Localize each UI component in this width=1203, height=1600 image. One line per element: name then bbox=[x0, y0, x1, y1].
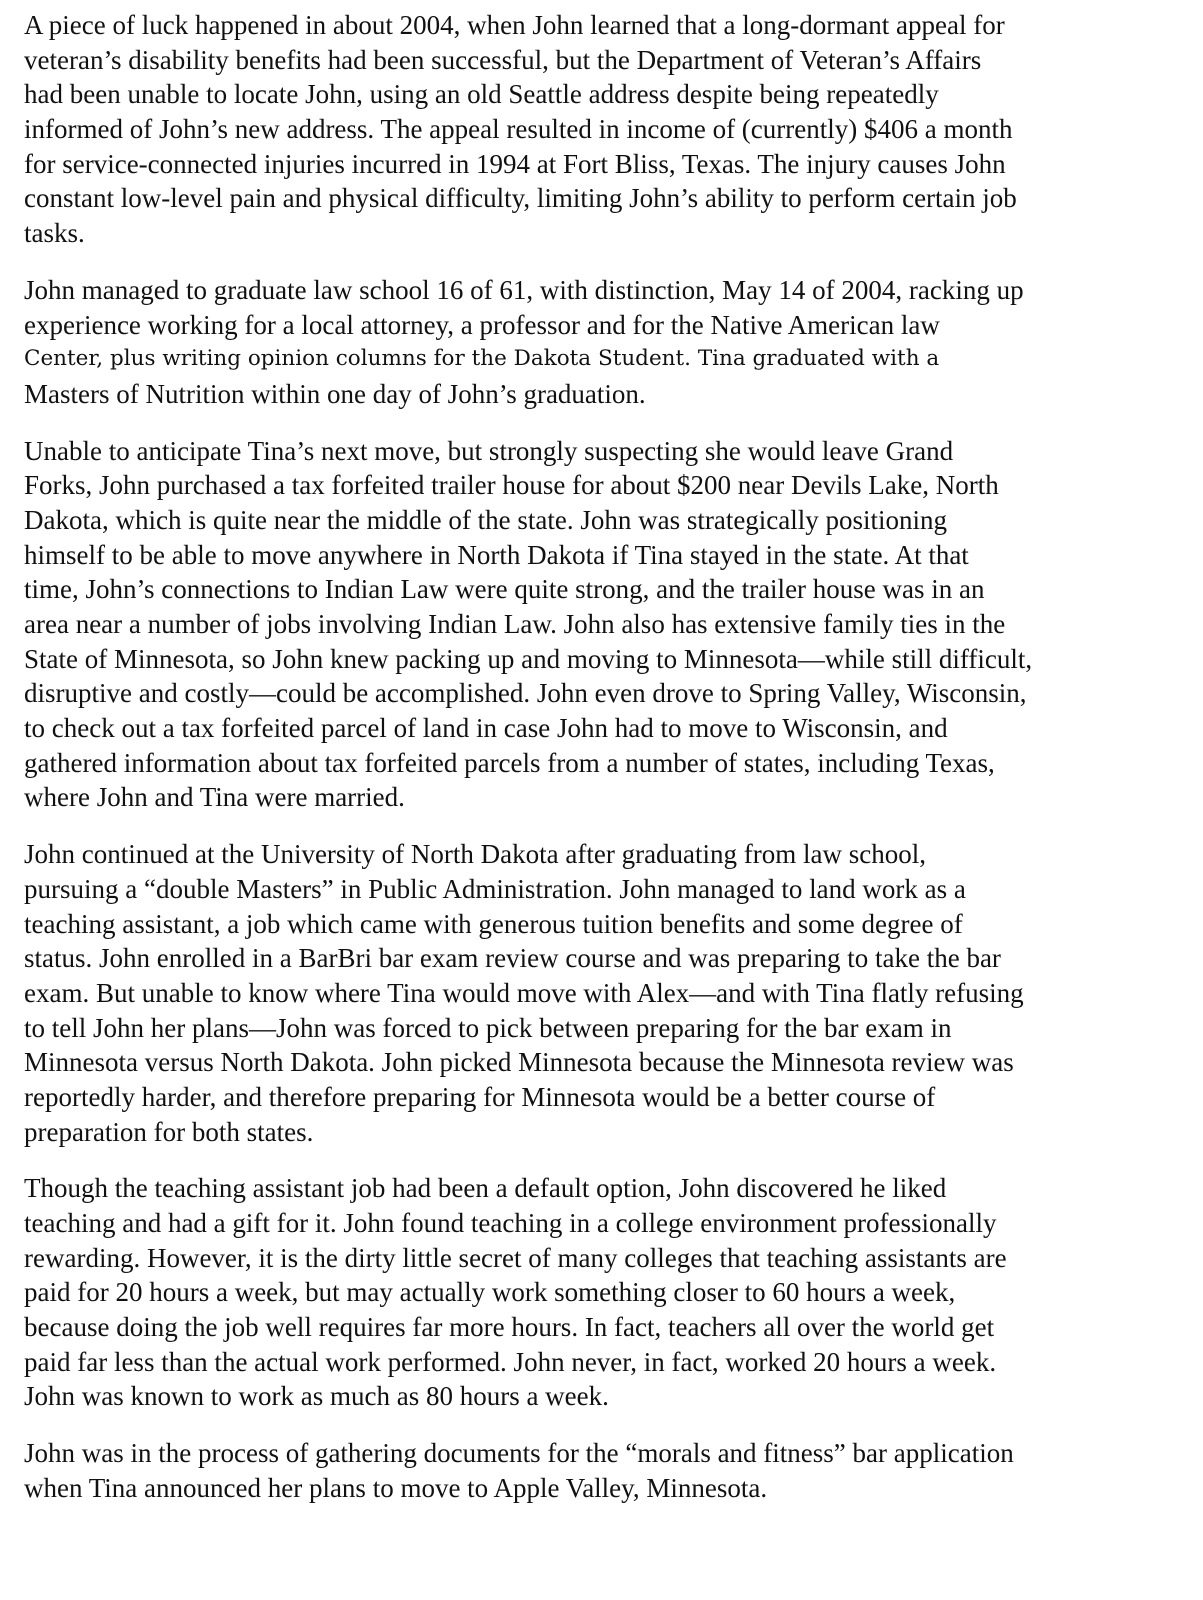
text-line: paid for 20 hours a week, but may actually work something closer to 60 hours a week, bbox=[24, 1277, 956, 1308]
text-line: himself to be able to move anywhere in North Dakota if Tina stayed in the state. At that bbox=[24, 539, 969, 570]
text-line: status. John enrolled in a BarBri bar exam review course and was preparing to take the bar bbox=[24, 943, 1001, 974]
paragraph bbox=[24, 1171, 1184, 1414]
text-line: State of Minnesota, so John knew packing up and moving to Minnesota—while still difficult, bbox=[24, 643, 1033, 674]
text-line: Center, plus writing opinion columns for the Dakota Student. Tina graduated with a bbox=[24, 346, 940, 372]
paragraph bbox=[24, 1436, 1184, 1505]
text-line: paid far less than the actual work performed. John never, in fact, worked 20 hours a week. bbox=[24, 1346, 997, 1377]
text-line: exam. But unable to know where Tina would move with Alex—and with Tina flatly refusing bbox=[24, 977, 1024, 1008]
document-page bbox=[24, 8, 1184, 1528]
text-line: when Tina announced her plans to move to Apple Valley, Minnesota. bbox=[24, 1472, 768, 1503]
text-line: John managed to graduate law school 16 of 61, with distinction, May 14 of 2004, racking up bbox=[24, 274, 1024, 305]
text-line: gathered information about tax forfeited parcels from a number of states, including Texas, bbox=[24, 747, 995, 778]
text-line: rewarding. However, it is the dirty little secret of many colleges that teaching assistants are bbox=[24, 1242, 1007, 1273]
text-line: Dakota, which is quite near the middle of the state. John was strategically positioning bbox=[24, 504, 948, 535]
text-line: for service-connected injuries incurred in 1994 at Fort Bliss, Texas. The injury causes John bbox=[24, 148, 1006, 179]
text-line: constant low-level pain and physical difficulty, limiting John’s ability to perform certain job bbox=[24, 183, 1017, 214]
text-line: reportedly harder, and therefore preparing for Minnesota would be a better course of bbox=[24, 1081, 936, 1112]
text-line: John continued at the University of North Dakota after graduating from law school, bbox=[24, 839, 927, 870]
paragraph bbox=[24, 273, 1184, 412]
text-line: teaching and had a gift for it. John found teaching in a college environment professionally bbox=[24, 1208, 997, 1238]
text-line: Though the teaching assistant job had been a default option, John discovered he liked bbox=[24, 1173, 947, 1204]
paragraph bbox=[24, 434, 1184, 816]
text-line: Minnesota versus North Dakota. John picked Minnesota because the Minnesota review was bbox=[24, 1047, 1014, 1078]
text-line: John was known to work as much as 80 hours a week. bbox=[24, 1381, 609, 1412]
text-line: where John and Tina were married. bbox=[24, 782, 405, 813]
paragraph bbox=[24, 8, 1184, 251]
text-line: disruptive and costly—could be accomplished. John even drove to Spring Valley, Wisconsin, bbox=[24, 678, 1027, 709]
text-line: tasks. bbox=[24, 218, 85, 249]
text-line: veteran’s disability benefits had been successful, but the Department of Veteran’s Affairs bbox=[24, 44, 982, 75]
text-line: had been unable to locate John, using an old Seattle address despite being repeatedly bbox=[24, 79, 939, 110]
paragraph bbox=[24, 837, 1184, 1149]
text-line: experience working for a local attorney, a professor and for the Native American law bbox=[24, 309, 940, 340]
text-line: Masters of Nutrition within one day of John’s graduation. bbox=[24, 378, 646, 409]
text-line: to tell John her plans—John was forced to pick between preparing for the bar exam in bbox=[24, 1012, 952, 1043]
text-line: to check out a tax forfeited parcel of land in case John had to move to Wisconsin, and bbox=[24, 713, 948, 744]
text-line: teaching assistant, a job which came with generous tuition benefits and some degree of bbox=[24, 908, 963, 939]
text-line: preparation for both states. bbox=[24, 1116, 314, 1147]
text-line: area near a number of jobs involving Indian Law. John also has extensive family ties in the bbox=[24, 609, 1006, 639]
text-line: Unable to anticipate Tina’s next move, but strongly suspecting she would leave Grand bbox=[24, 435, 954, 466]
text-line: Forks, John purchased a tax forfeited trailer house for about $200 near Devils Lake, North bbox=[24, 470, 999, 501]
text-line: because doing the job well requires far more hours. In fact, teachers all over the world get bbox=[24, 1312, 995, 1343]
text-line: informed of John’s new address. The appeal resulted in income of (currently) $406 a month bbox=[24, 114, 1013, 145]
text-line: A piece of luck happened in about 2004, when John learned that a long-dormant appeal for bbox=[24, 10, 1005, 40]
text-line: pursuing a “double Masters” in Public Administration. John managed to land work as a bbox=[24, 873, 966, 904]
text-line: time, John’s connections to Indian Law were quite strong, and the trailer house was in an bbox=[24, 574, 985, 605]
text-line: John was in the process of gathering documents for the “morals and fitness” bar application bbox=[24, 1438, 1014, 1469]
